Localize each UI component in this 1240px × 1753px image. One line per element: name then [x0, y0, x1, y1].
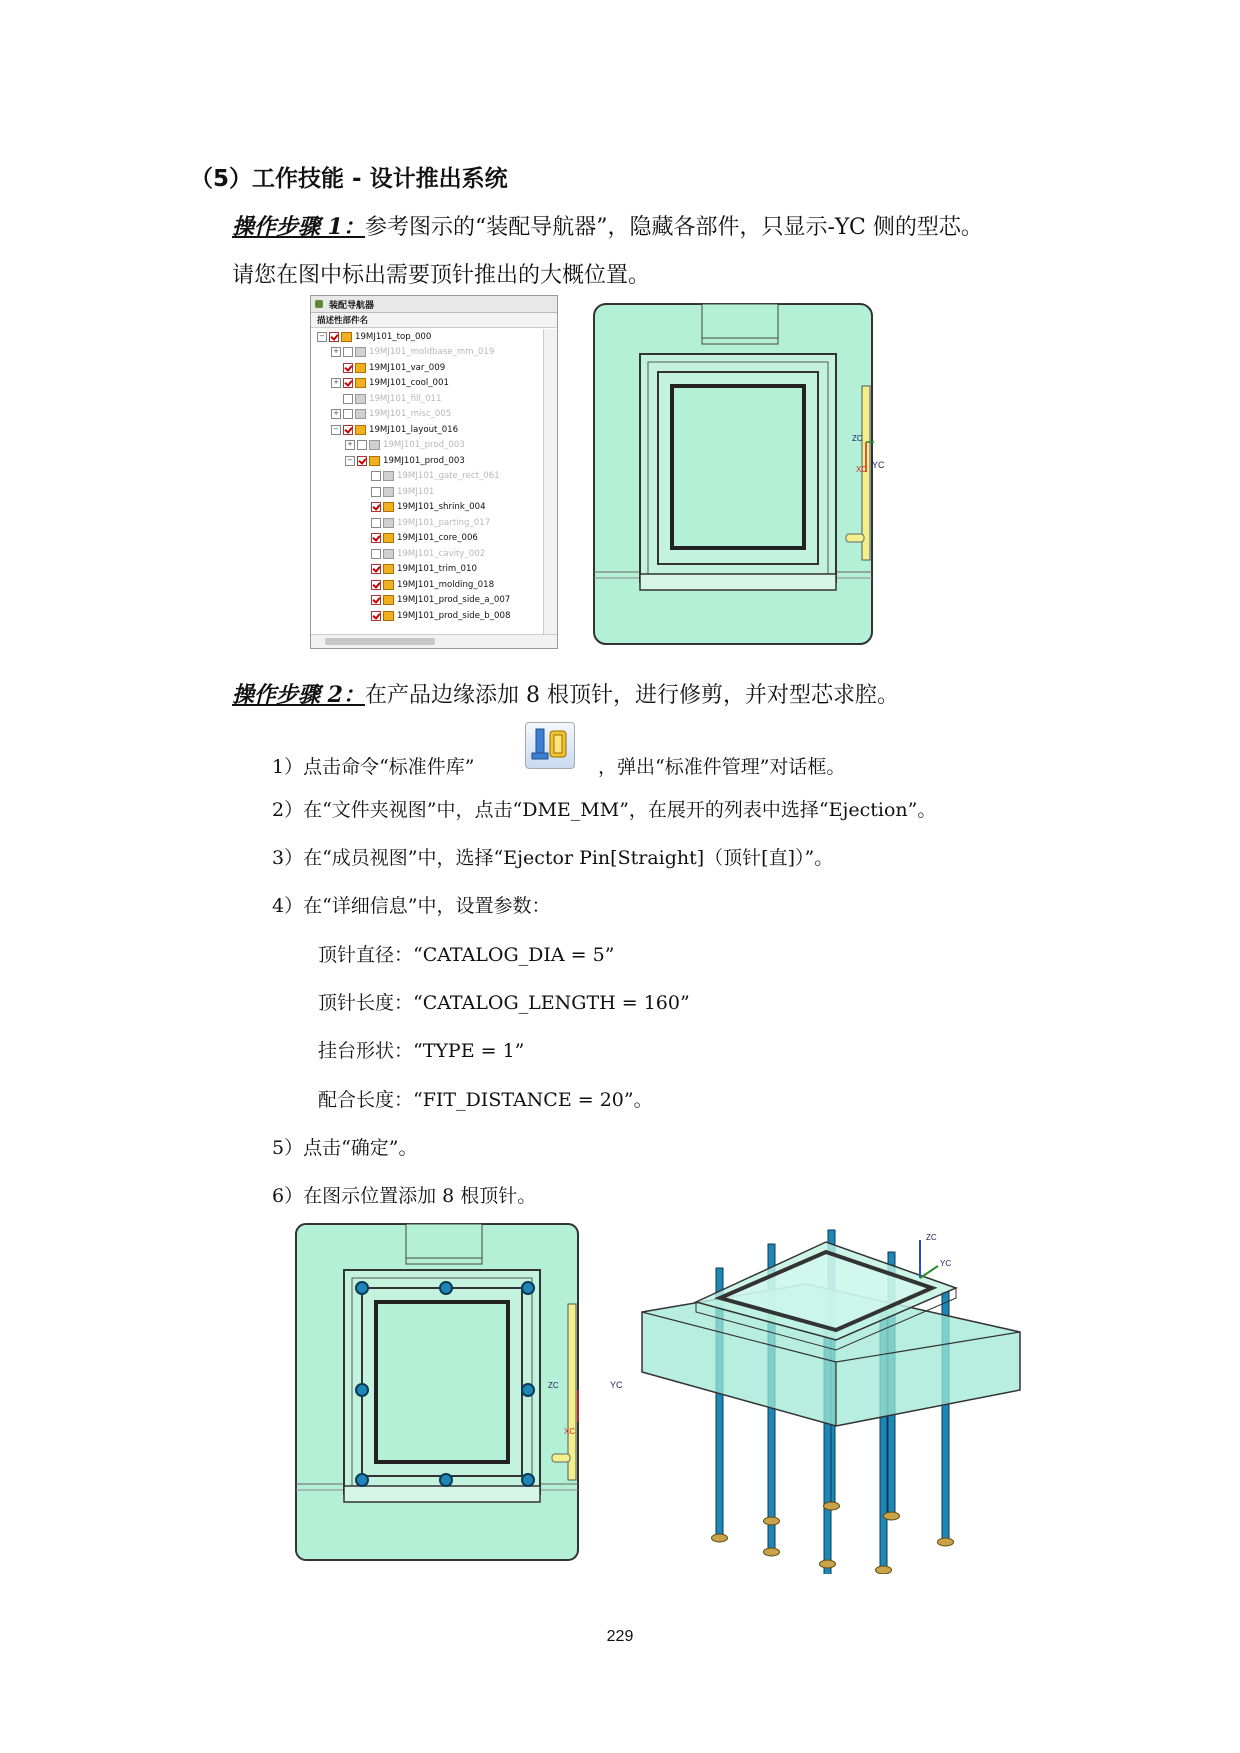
instruction-1-part-b: ，弹出“标准件管理”对话框。 — [598, 756, 846, 778]
step1-line2: 请您在图中标出需要顶针推出的大概位置。 — [232, 263, 651, 288]
navigator-tree-row[interactable] — [311, 608, 543, 624]
visibility-checkbox[interactable] — [329, 332, 339, 342]
part-icon — [383, 564, 394, 574]
navigator-tree-row[interactable] — [311, 469, 543, 485]
part-icon — [383, 487, 394, 497]
param-fit-distance: 配合长度：“FIT_DISTANCE = 20”。 — [318, 1089, 653, 1111]
yc-axis-label: YC — [940, 1259, 952, 1268]
navigator-tree-row[interactable] — [311, 422, 543, 438]
navigator-tree-row[interactable] — [311, 546, 543, 562]
assembly-navigator — [310, 295, 558, 649]
part-name: 19MJ101_core_006 — [397, 533, 478, 544]
part-name: 19MJ101_molding_018 — [397, 579, 495, 590]
standard-part-library-icon[interactable] — [525, 722, 575, 769]
part-icon — [383, 471, 394, 481]
xc-axis-label: XC — [856, 465, 868, 474]
zc-axis-label: ZC — [926, 1233, 937, 1242]
part-icon — [369, 440, 380, 450]
instruction-5: 5）点击“确定”。 — [272, 1137, 418, 1159]
part-name: 19MJ101_cool_001 — [369, 378, 449, 389]
navigator-title: 装配导航器 — [329, 300, 375, 311]
instruction-1 — [272, 752, 475, 779]
part-name: 19MJ101_prod_003 — [383, 440, 465, 451]
part-icon — [383, 595, 394, 605]
core-with-pins-top-view — [294, 1222, 580, 1562]
step1-text: 参考图示的“装配导航器”，隐藏各部件，只显示-YC 侧的型芯。 — [364, 215, 983, 240]
navigator-header — [311, 296, 557, 313]
core-with-pins-3d-view — [636, 1222, 1068, 1574]
part-icon — [383, 518, 394, 528]
navigator-tree-row[interactable] — [311, 484, 543, 500]
step2-paragraph — [232, 678, 899, 709]
part-name: 19MJ101_trim_010 — [397, 564, 477, 575]
visibility-checkbox[interactable] — [371, 502, 381, 512]
navigator-tree-row[interactable] — [311, 531, 543, 547]
param-catalog-length: 顶针长度：“CATALOG_LENGTH = 160” — [318, 992, 690, 1014]
page-number: 229 — [606, 1628, 634, 1645]
part-icon — [369, 456, 380, 466]
visibility-checkbox[interactable] — [343, 425, 353, 435]
pin-marker — [440, 1282, 452, 1294]
step2-label: 操作步骤 2： — [232, 682, 365, 708]
visibility-checkbox[interactable] — [343, 363, 353, 373]
visibility-checkbox[interactable] — [371, 487, 381, 497]
navigator-tree-row[interactable] — [311, 391, 543, 407]
part-icon — [383, 580, 394, 590]
navigator-tree-row[interactable] — [311, 577, 543, 593]
visibility-checkbox[interactable] — [343, 378, 353, 388]
part-name: 19MJ101_moldbase_mm_019 — [369, 347, 495, 358]
part-name: 19MJ101_layout_016 — [369, 424, 459, 435]
expand-toggle-icon[interactable]: − — [317, 332, 327, 342]
part-name: 19MJ101_parting_017 — [397, 517, 491, 528]
navigator-icon — [315, 300, 323, 308]
part-name: 19MJ101_prod_003 — [383, 455, 465, 466]
part-icon — [355, 347, 366, 357]
navigator-vertical-scrollbar[interactable] — [543, 329, 557, 634]
standard-part-library-icon-graphic — [526, 723, 574, 768]
expand-toggle-icon[interactable]: − — [331, 425, 341, 435]
visibility-checkbox[interactable] — [343, 347, 353, 357]
visibility-checkbox[interactable] — [371, 611, 381, 621]
part-icon — [355, 425, 366, 435]
instruction-1-part-a: 1）点击命令“标准件库” — [272, 756, 475, 778]
navigator-tree-row[interactable] — [311, 360, 543, 376]
yc-axis-label: YC — [610, 1380, 623, 1390]
pin-marker — [522, 1282, 534, 1294]
yc-axis-label: YC — [872, 460, 885, 470]
visibility-checkbox[interactable] — [357, 456, 367, 466]
instruction-3: 3）在“成员视图”中，选择“Ejector Pin[Straight]（顶针[直]）”。 — [272, 847, 834, 869]
step2-text: 在产品边缘添加 8 根顶针，进行修剪，并对型芯求腔。 — [364, 683, 899, 708]
navigator-tree-row[interactable] — [311, 438, 543, 454]
part-name: 19MJ101_cavity_002 — [397, 548, 486, 559]
core-top-view-figure — [592, 302, 874, 646]
navigator-tree-row[interactable] — [311, 345, 543, 361]
param-type: 挂台形状：“TYPE = 1” — [318, 1040, 525, 1062]
part-name: 19MJ101_prod_side_a_007 — [397, 595, 511, 606]
part-name: 19MJ101_var_009 — [369, 362, 446, 373]
expand-toggle-icon[interactable]: − — [345, 456, 355, 466]
part-name: 19MJ101_shrink_004 — [397, 502, 486, 513]
instruction-4: 4）在“详细信息”中，设置参数： — [272, 895, 551, 917]
part-icon — [355, 394, 366, 404]
part-icon — [341, 332, 352, 342]
part-name: 19MJ101 — [397, 486, 435, 497]
part-name: 19MJ101_fill_011 — [369, 393, 442, 404]
pin-marker — [522, 1474, 534, 1486]
visibility-checkbox[interactable] — [371, 471, 381, 481]
step1-paragraph — [232, 210, 983, 241]
navigator-tree[interactable] — [311, 329, 543, 624]
navigator-tree-row[interactable] — [311, 500, 543, 516]
navigator-horizontal-scrollbar[interactable] — [311, 634, 557, 648]
part-icon — [355, 363, 366, 373]
part-name: 19MJ101_misc_005 — [369, 409, 452, 420]
visibility-checkbox[interactable] — [357, 440, 367, 450]
part-icon — [383, 611, 394, 621]
navigator-tree-row[interactable] — [311, 593, 543, 609]
part-name: 19MJ101_gate_rect_061 — [397, 471, 500, 482]
part-icon — [355, 378, 366, 388]
navigator-tree-row[interactable] — [311, 329, 543, 345]
visibility-checkbox[interactable] — [343, 394, 353, 404]
visibility-checkbox[interactable] — [371, 533, 381, 543]
navigator-column-header[interactable]: 描述性部件名 — [311, 313, 557, 328]
expand-toggle-icon[interactable]: + — [331, 347, 341, 357]
pin-marker — [356, 1282, 368, 1294]
navigator-tree-row[interactable] — [311, 515, 543, 531]
visibility-checkbox[interactable] — [371, 518, 381, 528]
zc-axis-label: ZC — [852, 434, 863, 443]
visibility-checkbox[interactable] — [371, 549, 381, 559]
xc-axis-label: XC — [564, 1427, 576, 1436]
part-name: 19MJ101_prod_side_b_008 — [397, 610, 511, 621]
scroll-thumb[interactable] — [325, 638, 435, 645]
param-catalog-dia: 顶针直径：“CATALOG_DIA = 5” — [318, 944, 615, 966]
navigator-tree-row[interactable] — [311, 407, 543, 423]
expand-toggle-icon[interactable]: + — [331, 378, 341, 388]
part-name: 19MJ101_top_000 — [355, 331, 432, 342]
pin-marker — [356, 1384, 368, 1396]
visibility-checkbox[interactable] — [371, 564, 381, 574]
instruction-2: 2）在“文件夹视图”中，点击“DME_MM”，在展开的列表中选择“Ejection”。 — [272, 799, 937, 821]
section-title: （5）工作技能 - 设计推出系统 — [190, 166, 508, 192]
part-icon — [383, 549, 394, 559]
step1-label: 操作步骤 1： — [232, 214, 365, 240]
part-icon — [383, 533, 394, 543]
visibility-checkbox[interactable] — [371, 595, 381, 605]
visibility-checkbox[interactable] — [371, 580, 381, 590]
navigator-tree-row[interactable] — [311, 376, 543, 392]
expand-toggle-icon[interactable]: + — [345, 440, 355, 450]
part-icon — [383, 502, 394, 512]
navigator-tree-row[interactable] — [311, 562, 543, 578]
pin-marker — [440, 1474, 452, 1486]
expand-toggle-icon[interactable]: + — [331, 409, 341, 419]
zc-axis-label: ZC — [548, 1381, 559, 1390]
pin-marker — [522, 1384, 534, 1396]
part-icon — [355, 409, 366, 419]
instruction-6: 6）在图示位置添加 8 根顶针。 — [272, 1185, 537, 1207]
pin-marker — [356, 1474, 368, 1486]
visibility-checkbox[interactable] — [343, 409, 353, 419]
navigator-tree-row[interactable] — [311, 453, 543, 469]
